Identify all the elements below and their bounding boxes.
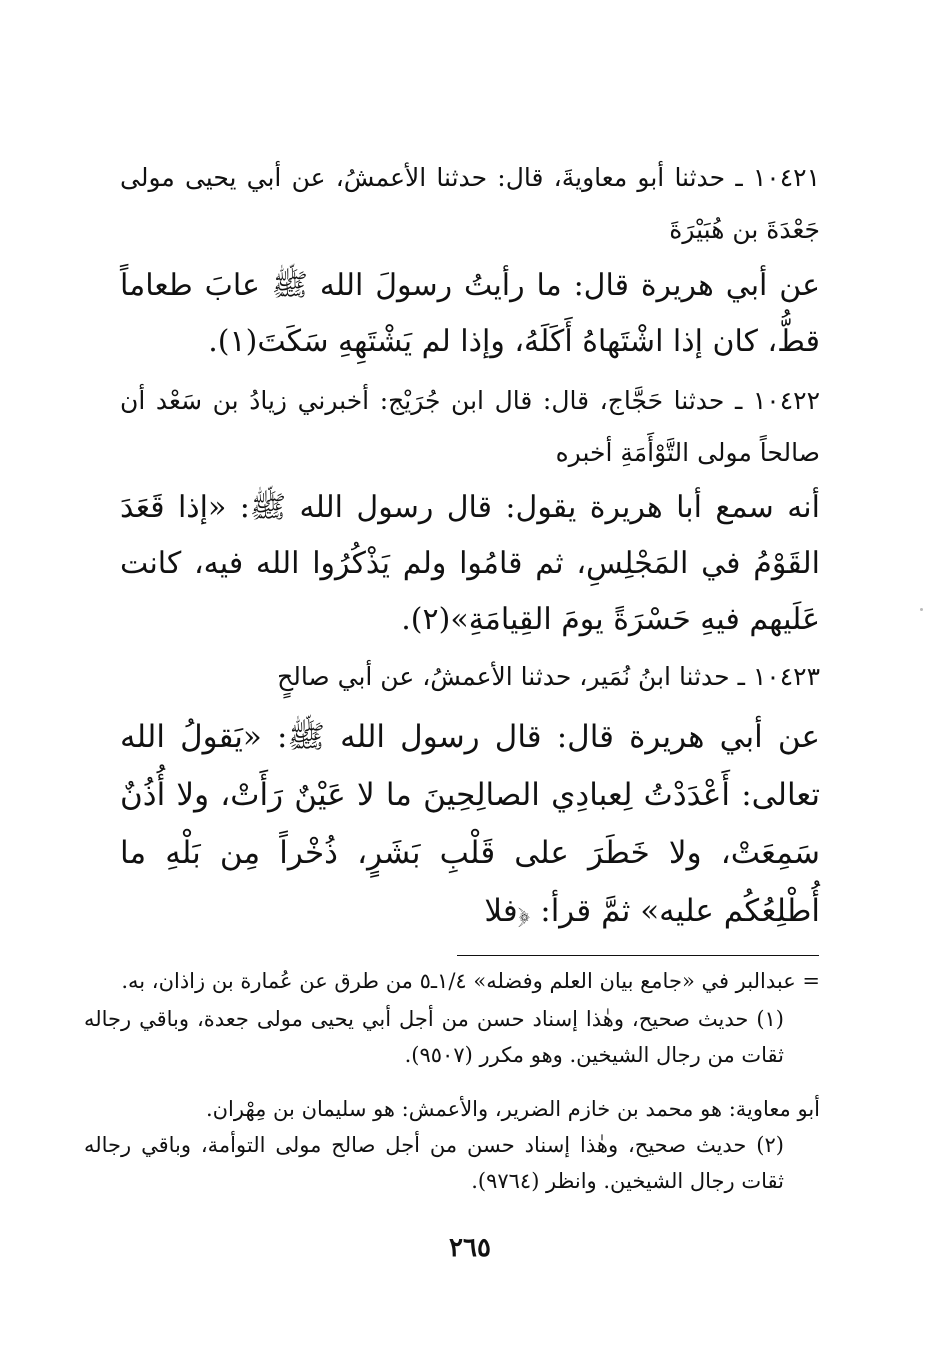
- footnote-1: (١) حديث صحيح، وهٰذا إسناد حسن من أجل أبي يحيى مولى جعدة، وباقي رجاله ثقات من رجال الشيخين. وهو مكرر (٩٥٠٧).: [84, 1007, 784, 1067]
- footnote-separator: [457, 955, 819, 956]
- hadith-10421-isnad: ١٠٤٢١ ـ حدثنا أبو معاويةَ، قال: حدثنا الأعمشُ، عن أبي يحيى مولى جَعْدَةَ بن هُبَيْرَةَ: [120, 163, 820, 244]
- hadith-10422-isnad: ١٠٤٢٢ ـ حدثنا حَجَّاج، قال: قال ابن جُرَيْج: أخبرني زيادُ بن سَعْد أن صالحاً مولى التَّوْأَمَةِ أخبره: [120, 386, 820, 467]
- footnote-2: (٢) حديث صحيح، وهٰذا إسناد حسن من أجل صالح مولى التوأمة، وباقي رجاله ثقات رجال الشيخين. وانظر (٩٧٦٤).: [84, 1133, 784, 1193]
- page-number: ٢٦٥: [449, 1233, 491, 1263]
- hadith-10423-matn: عن أبي هريرة قال: قال رسول الله ﷺ: «يَقولُ الله تعالى: أَعْدَدْتُ لِعبادِي الصالِحِينَ ما لا عَيْنٌ رَأَتْ، ولا أُذُنٌ سَمِعَتْ، ولا خَطَرَ على قَلْبِ بَشَرٍ، ذُخْراً مِن بَلْهِ ما أُطْلِعُكُم عليه» ثمَّ قرأ: ﴿فلا: [120, 719, 820, 929]
- hadith-10423-isnad: ١٠٤٢٣ ـ حدثنا ابنُ نُمَير، حدثنا الأعمشُ، عن أبي صالحٍ: [277, 662, 820, 691]
- footnote-continuation: = عبدالبر في «جامع بيان العلم وفضله» ١/٤ـ٥ من طرق عن عُمارة بن زاذان، به.: [121, 969, 820, 993]
- hadith-10421-matn: عن أبي هريرة قال: ما رأيتُ رسولَ الله ﷺ عابَ طعاماً قطُّ، كان إذا اشْتَهاهُ أَكَلَهُ، وإذا لم يَشْتَهِهِ سَكَتَ(١).: [120, 268, 820, 359]
- footnote-1-narrators: أبو معاوية: هو محمد بن خازم الضرير، والأعمش: هو سليمان بن مِهْران.: [205, 1097, 820, 1121]
- scan-speck: [920, 608, 923, 611]
- hadith-10422-matn: أنه سمع أبا هريرة يقول: قال رسول الله ﷺ: «إذا قَعَدَ القَوْمُ في المَجْلِسِ، ثم قامُوا ولم يَذْكُرُوا الله فيه، كانت عَلَيهم فيهِ حَسْرَةً يومَ القِيامَةِ»(٢).: [120, 490, 820, 637]
